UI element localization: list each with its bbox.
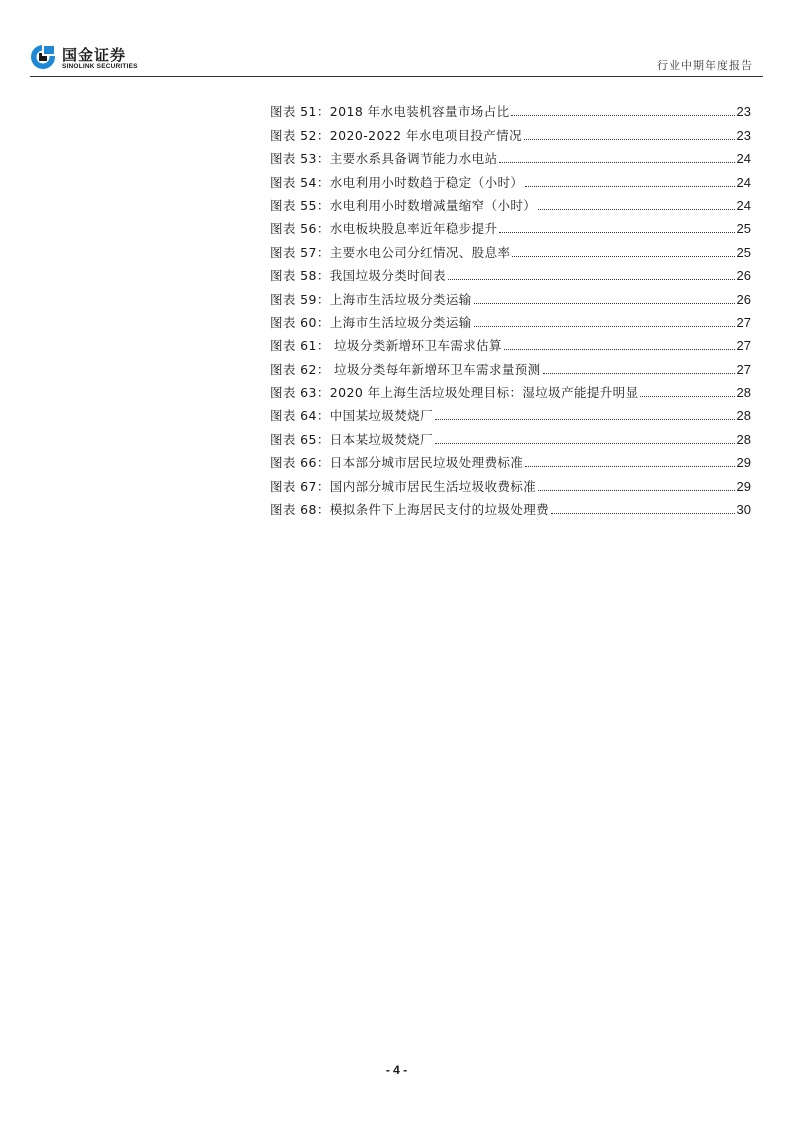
toc-entry-page: 24 [736,174,751,190]
toc-dot-leader [551,513,734,514]
toc-entry-page: 29 [736,478,751,494]
toc-entry[interactable] [270,283,751,306]
toc-entry-page: 28 [736,385,751,401]
toc-entry[interactable] [270,119,751,142]
toc-dot-leader [640,396,734,397]
toc-entry-page: 28 [736,431,751,447]
toc-dot-leader [499,232,734,233]
toc-dot-leader [435,419,735,420]
toc-dot-leader [474,326,735,327]
toc-entry-page: 23 [736,127,751,143]
toc-entry-label: 图表 57：主要水电公司分红情况、股息率 [270,244,511,260]
toc-entry-label: 图表 52：2020-2022 年水电项目投产情况 [270,127,522,143]
toc-entry-label: 图表 64：中国某垃圾焚烧厂 [270,408,433,424]
toc-entry[interactable] [270,470,751,493]
toc-entry-label: 图表 62： 垃圾分类每年新增环卫车需求量预测 [270,361,541,377]
toc-entry-page: 25 [736,221,751,237]
toc-entry-label: 图表 56：水电板块股息率近年稳步提升 [270,221,498,237]
toc-entry-label: 图表 67：国内部分城市居民生活垃圾收费标准 [270,478,537,494]
toc-entry-label: 图表 51：2018 年水电装机容量市场占比 [270,104,510,120]
toc-entry-label: 图表 66：日本部分城市居民垃圾处理费标准 [270,455,524,471]
toc-dot-leader [474,303,735,304]
report-type-label: 行业中期年度报告 [657,59,753,72]
toc-entry[interactable] [270,423,751,446]
toc-entry-label: 图表 63：2020 年上海生活垃圾处理目标：湿垃圾产能提升明显 [270,385,639,401]
page-number: - 4 - [385,1063,408,1077]
toc-entry-page: 24 [736,197,751,213]
toc-entry-page: 26 [736,291,751,307]
brand-name-cn: 国金证券 [62,46,127,64]
toc-dot-leader [511,115,734,116]
toc-entry-page: 25 [736,244,751,260]
toc-entry[interactable] [270,166,751,189]
toc-entry-page: 23 [736,104,751,120]
toc-entry-label: 图表 55：水电利用小时数增减量缩窄（小时） [270,197,537,213]
page-header [0,0,793,80]
toc-entry-label: 图表 61： 垃圾分类新增环卫车需求估算 [270,338,502,354]
toc-dot-leader [435,443,735,444]
toc-entry[interactable] [270,353,751,376]
toc-entry[interactable] [270,213,751,236]
toc-entry-page: 26 [736,268,751,284]
toc-entry-label: 图表 58：我国垃圾分类时间表 [270,268,446,284]
toc-dot-leader [525,186,734,187]
toc-entry-page: 28 [736,408,751,424]
toc-entry-label: 图表 60：上海市生活垃圾分类运输 [270,314,472,330]
brand-name-en: SINOLINK SECURITIES [62,63,138,70]
toc-entry[interactable] [270,494,751,517]
toc-dot-leader [512,256,734,257]
toc-entry-label: 图表 68：模拟条件下上海居民支付的垃圾处理费 [270,502,550,518]
toc-entry-label: 图表 54：水电利用小时数趋于稳定（小时） [270,174,524,190]
toc-entry-page: 27 [736,338,751,354]
toc-entry[interactable] [270,400,751,423]
toc-entry-label: 图表 65：日本某垃圾焚烧厂 [270,431,433,447]
toc-entry[interactable] [270,143,751,166]
toc-entry[interactable] [270,236,751,259]
toc-dot-leader [448,279,735,280]
toc-entry-page: 30 [736,502,751,518]
toc-dot-leader [504,349,735,350]
toc-dot-leader [538,490,734,491]
toc-entry[interactable] [270,377,751,400]
header-divider [30,76,763,77]
toc-entry-page: 27 [736,361,751,377]
sinolink-logo-icon [30,44,56,70]
toc-entry-page: 29 [736,455,751,471]
toc-entry-label: 图表 59：上海市生活垃圾分类运输 [270,291,472,307]
toc-dot-leader [524,139,735,140]
toc-entry[interactable] [270,260,751,283]
toc-entry-page: 27 [736,314,751,330]
figure-list [270,96,751,517]
toc-entry-label: 图表 53：主要水系具备调节能力水电站 [270,151,498,167]
toc-entry[interactable] [270,190,751,213]
toc-entry[interactable] [270,447,751,470]
sinolink-logo [30,44,230,76]
toc-dot-leader [543,373,735,374]
toc-dot-leader [525,466,734,467]
toc-dot-leader [499,162,734,163]
toc-dot-leader [538,209,734,210]
toc-entry[interactable] [270,330,751,353]
toc-entry[interactable] [270,307,751,330]
toc-entry[interactable] [270,96,751,119]
toc-entry-page: 24 [736,151,751,167]
